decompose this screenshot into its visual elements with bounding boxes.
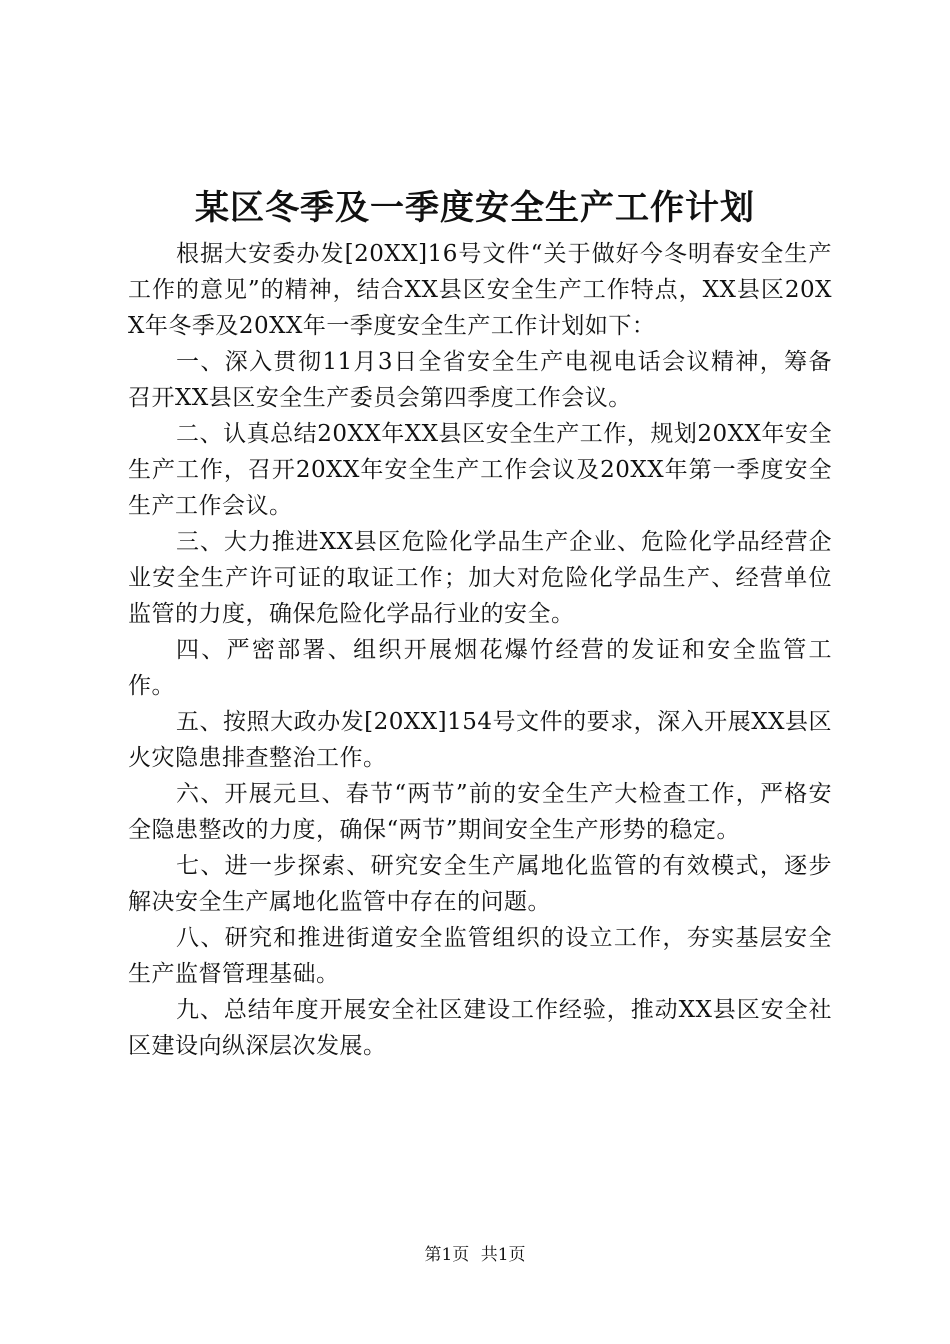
page-number: 第1页 [424,1245,470,1265]
paragraph-item-7: 七、进一步探索、研究安全生产属地化监管的有效模式，逐步解决安全生产属地化监管中存在的问题。 [128,853,832,915]
paragraph-item-9: 九、总结年度开展安全社区建设工作经验，推动XX县区安全社区建设向纵深层次发展。 [128,997,832,1059]
document-body [128,236,832,1064]
document-title: 某区冬季及一季度安全生产工作计划 [195,188,755,228]
paragraph-item-8: 八、研究和推进街道安全监管组织的设立工作，夯实基层安全生产监督管理基础。 [128,925,832,987]
paragraph-item-1: 一、深入贯彻11月3日全省安全生产电视电话会议精神，筹备召开XX县区安全生产委员会第四季度工作会议。 [128,349,832,411]
paragraph-item-3: 三、大力推进XX县区危险化学品生产企业、危险化学品经营企业安全生产许可证的取证工作；加大对危险化学品生产、经营单位监管的力度，确保危险化学品行业的安全。 [128,529,832,627]
page-footer [0,1243,950,1267]
paragraph-item-2: 二、认真总结20XX年XX县区安全生产工作，规划20XX年安全生产工作，召开20XX年安全生产工作会议及20XX年第一季度安全生产工作会议。 [128,421,832,519]
paragraph-item-5: 五、按照大政办发[20XX]154号文件的要求，深入开展XX县区火灾隐患排查整治工作。 [128,709,832,771]
paragraph-item-4: 四、严密部署、组织开展烟花爆竹经营的发证和安全监管工作。 [128,637,832,699]
page-total: 共1页 [480,1245,526,1265]
paragraph-item-6: 六、开展元旦、春节“两节”前的安全生产大检查工作，严格安全隐患整改的力度，确保“两节”期间安全生产形势的稳定。 [128,781,832,843]
paragraph-intro: 根据大安委办发[20XX]16号文件“关于做好今冬明春安全生产工作的意见”的精神，结合XX县区安全生产工作特点，XX县区20XX年冬季及20XX年一季度安全生产工作计划如下： [128,241,832,339]
